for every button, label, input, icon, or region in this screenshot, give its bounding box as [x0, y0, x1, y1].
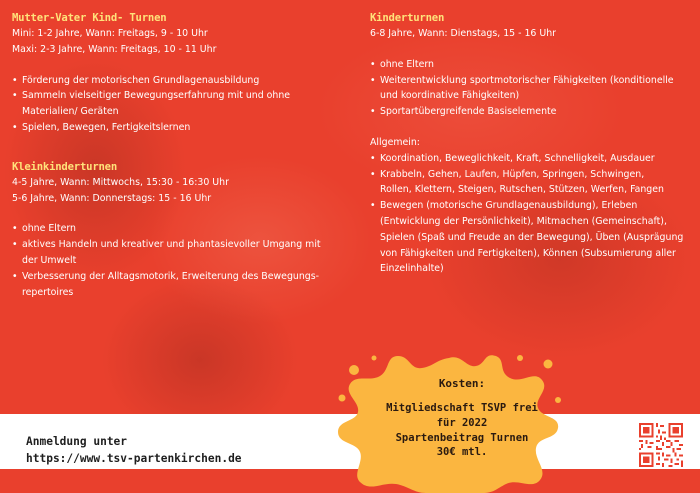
cost-line: für 2022 [436, 416, 488, 429]
schedule-line: 6-8 Jahre, Wann: Dienstags, 15 - 16 Uhr [370, 28, 557, 39]
list-item: • Weiterentwicklung sportmotorischer Fähigkeiten (konditionelle [370, 73, 692, 89]
list-item-continuation: Spielen (Spaß und Freude an der Bewegung), Üben (Ausprägung [380, 231, 684, 243]
list-item: • Krabbeln, Gehen, Laufen, Hüpfen, Springen, Schwingen, [370, 167, 692, 183]
mutter-vater-kind-title: Mutter-Vater Kind- Turnen [12, 12, 167, 24]
list-item-continuation: (Entwicklung der Persönlichkeit), Mitmachen (Gemeinschaft), [380, 215, 667, 227]
cost-line: Mitgliedschaft TSVP frei [386, 402, 538, 414]
list-item-continuation: repertoires [22, 286, 74, 298]
registration-label: Anmeldung unter [26, 435, 128, 448]
list-item-continuation: und koordinative Fähigkeiten) [380, 90, 520, 102]
qr-code-icon[interactable] [639, 423, 683, 467]
list-item: • ohne Eltern [12, 221, 342, 237]
list-item-continuation: der Umwelt [22, 254, 77, 266]
list-item: • Verbesserung der Alltagsmotorik, Erweiterung des Bewegungs- [12, 269, 342, 285]
list-item: • Förderung der motorischen Grundlagenausbildung [12, 73, 342, 89]
allgemein-list [370, 151, 692, 277]
list-item-continuation: Einzelinhalte) [380, 263, 444, 275]
left-column [12, 10, 342, 300]
schedule-line: 5-6 Jahre, Wann: Donnerstags: 15 - 16 Uhr [12, 192, 212, 204]
list-item: • Koordination, Beweglichkeit, Kraft, Schnelligkeit, Ausdauer [370, 151, 692, 167]
cost-line: 30€ mtl. [436, 446, 488, 459]
right-column [370, 10, 692, 277]
schedule-line: 4-5 Jahre, Wann: Mittwochs, 15:30 - 16:30 Uhr [12, 176, 229, 188]
list-item-continuation: Materialien/ Geräten [22, 106, 119, 118]
cost-block [384, 376, 540, 460]
mutter-vater-kind-list [12, 73, 342, 136]
schedule-line: Maxi: 2-3 Jahre, Wann: Freitags, 10 - 11 Uhr [12, 43, 217, 55]
list-item: • Spielen, Bewegen, Fertigkeitslernen [12, 120, 342, 136]
kinderturnen-list [370, 57, 692, 120]
list-item: • aktives Handeln und kreativer und phantasievoller Umgang mit [12, 237, 342, 253]
kinderturnen-title: Kinderturnen [370, 12, 445, 24]
cost-line: Spartenbeitrag Turnen [395, 431, 529, 444]
kleinkinderturnen-title: Kleinkinderturnen [12, 160, 118, 173]
list-item-continuation: Rollen, Klettern, Steigen, Rutschen, Stützen, Werfen, Fangen [380, 184, 664, 196]
registration-link[interactable]: https://www.tsv-partenkirchen.de [26, 452, 242, 465]
cost-title: Kosten: [438, 377, 486, 390]
list-item: • ohne Eltern [370, 57, 692, 73]
schedule-line: Mini: 1-2 Jahre, Wann: Freitags, 9 - 10 Uhr [12, 28, 208, 39]
list-item: • Bewegen (motorische Grundlagenausbildung), Erleben [370, 198, 692, 214]
kleinkinderturnen-list [12, 221, 342, 300]
list-item: • Sammeln vielseitiger Bewegungserfahrung mit und ohne [12, 88, 342, 104]
allgemein-label: Allgemein: [370, 136, 420, 148]
registration-block [26, 433, 242, 467]
list-item-continuation: von Fähigkeiten und Fertigkeiten), Können (Subsumierung aller [380, 247, 676, 259]
list-item: • Sportartübergreifende Basiselemente [370, 104, 692, 120]
